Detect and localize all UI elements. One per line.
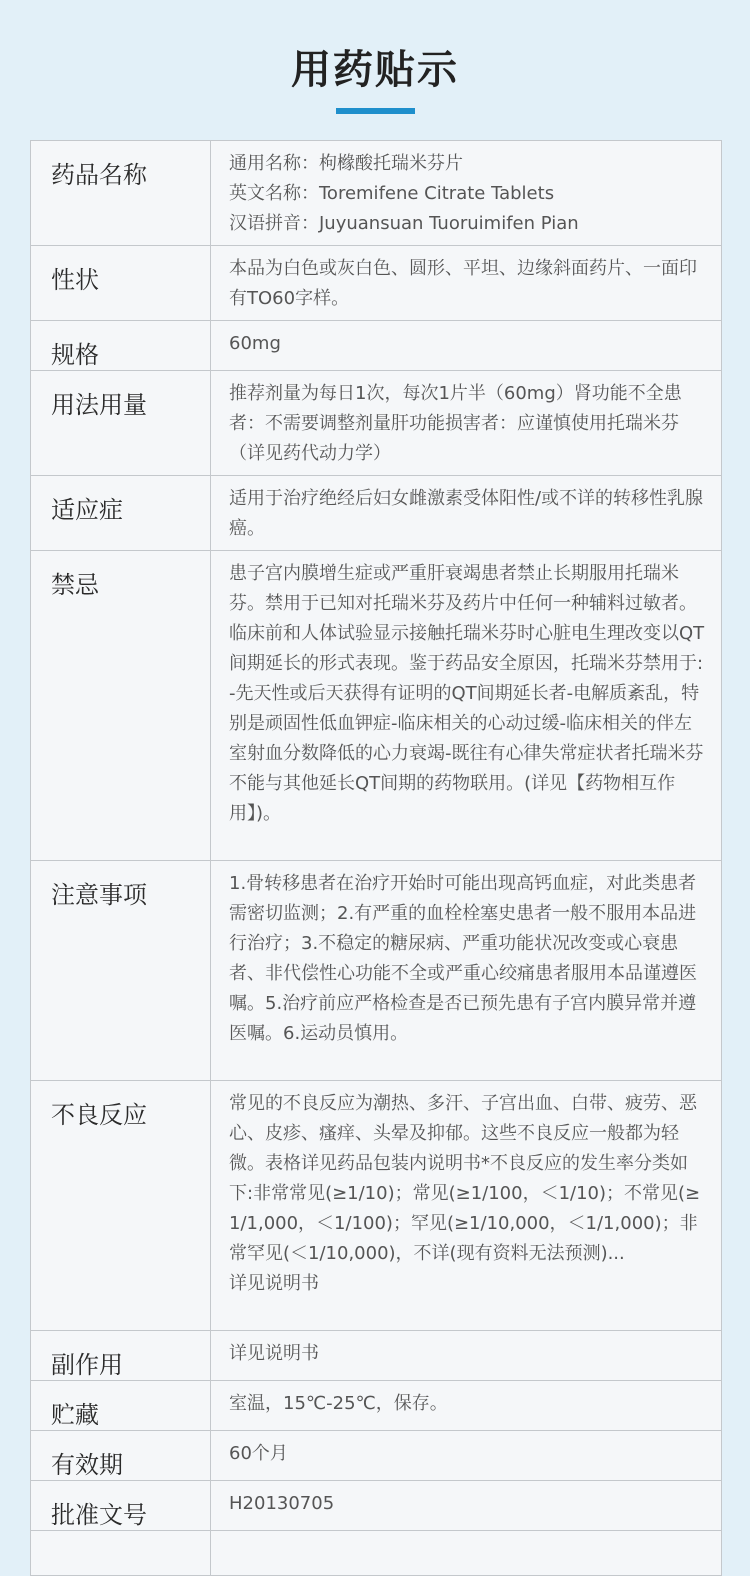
row-label: 有效期 xyxy=(31,1431,211,1481)
row-label: 不良反应 xyxy=(31,1081,211,1331)
table-row-strength xyxy=(31,321,722,371)
row-value: 60个月 xyxy=(211,1431,722,1481)
row-label: 性状 xyxy=(31,246,211,321)
english-name: 英文名称：Toremifene Citrate Tablets xyxy=(229,183,555,204)
table-row-storage xyxy=(31,1381,722,1431)
row-value xyxy=(211,1081,722,1331)
row-value: H20130705 xyxy=(211,1481,722,1531)
see-instructions-text: 详见说明书 xyxy=(229,1273,319,1294)
row-label: 适应症 xyxy=(31,476,211,551)
table-row-side-effects xyxy=(31,1331,722,1381)
row-label: 规格 xyxy=(31,321,211,371)
title-underline xyxy=(336,108,415,114)
table-row-indications xyxy=(31,476,722,551)
table-row-shelf-life xyxy=(31,1431,722,1481)
table-row-adverse-reactions xyxy=(31,1081,722,1331)
table-row-contraindications xyxy=(31,551,722,861)
table-row-dosage xyxy=(31,371,722,476)
row-value: 详见说明书 xyxy=(211,1331,722,1381)
row-value: 室温，15℃-25℃，保存。 xyxy=(211,1381,722,1431)
pinyin-name: 汉语拼音：Juyuansuan Tuoruimifen Pian xyxy=(229,213,579,234)
row-value: 推荐剂量为每日1次，每次1片半（60mg）肾功能不全患者：不需要调整剂量肝功能损害者：应谨慎使用托瑞米芬（详见药代动力学） xyxy=(211,371,722,476)
adverse-reactions-text: 常见的不良反应为潮热、多汗、子宫出血、白带、疲劳、恶心、皮疹、瘙痒、头晕及抑郁。这些不良反应一般都为轻微。表格详见药品包装内说明书*不良反应的发生率分类如下:非常常见(≥1/10)；常见(≥1/100，＜1/10)；不常见(≥1/1,000，＜1/100)；罕见(≥1/10,000，＜1/1,000)；非常罕见(＜1/10,000)，不详(现有资料无法预测)... xyxy=(229,1093,701,1264)
row-label: 注意事项 xyxy=(31,861,211,1081)
row-value: 60mg xyxy=(211,321,722,371)
row-value: 本品为白色或灰白色、圆形、平坦、边缘斜面药片、一面印有TO60字样。 xyxy=(211,246,722,321)
table-row-cut-off xyxy=(31,1531,722,1576)
row-value: 适用于治疗绝经后妇女雌激素受体阳性/或不详的转移性乳腺癌。 xyxy=(211,476,722,551)
row-value: 患子宫内膜增生症或严重肝衰竭患者禁止长期服用托瑞米芬。禁用于已知对托瑞米芬及药片中任何一种辅料过敏者。临床前和人体试验显示接触托瑞米芬时心脏电生理改变以QT间期延长的形式表现。鉴于药品安全原因，托瑞米芬禁用于:-先天性或后天获得有证明的QT间期延长者-电解质紊乱，特别是顽固性低血钾症-临床相关的心动过缓-临床相关的伴左室射血分数降低的心力衰竭-既往有心律失常症状者托瑞米芬不能与其他延长QT间期的药物联用。(详见【药物相互作用】)。 xyxy=(211,551,722,861)
medication-info-table xyxy=(30,140,722,1576)
row-label: 批准文号 xyxy=(31,1481,211,1531)
row-label: 药品名称 xyxy=(31,141,211,246)
row-label: 用法用量 xyxy=(31,371,211,476)
table-row-appearance xyxy=(31,246,722,321)
row-value: 1.骨转移患者在治疗开始时可能出现高钙血症，对此类患者需密切监测；2.有严重的血栓栓塞史患者一般不服用本品进行治疗；3.不稳定的糖尿病、严重功能状况改变或心衰患者、非代偿性心功能不全或严重心绞痛患者服用本品谨遵医嘱。5.治疗前应严格检查是否已预先患有子宫内膜异常并遵医嘱。6.运动员慎用。 xyxy=(211,861,722,1081)
table-row-precautions xyxy=(31,861,722,1081)
row-value xyxy=(211,141,722,246)
page-title: 用药贴示 xyxy=(291,47,459,93)
row-label: 贮藏 xyxy=(31,1381,211,1431)
row-label: 副作用 xyxy=(31,1331,211,1381)
row-label: 禁忌 xyxy=(31,551,211,861)
table-row-drug-name xyxy=(31,141,722,246)
generic-name: 通用名称：枸橼酸托瑞米芬片 xyxy=(229,153,463,174)
table-row-approval-number xyxy=(31,1481,722,1531)
